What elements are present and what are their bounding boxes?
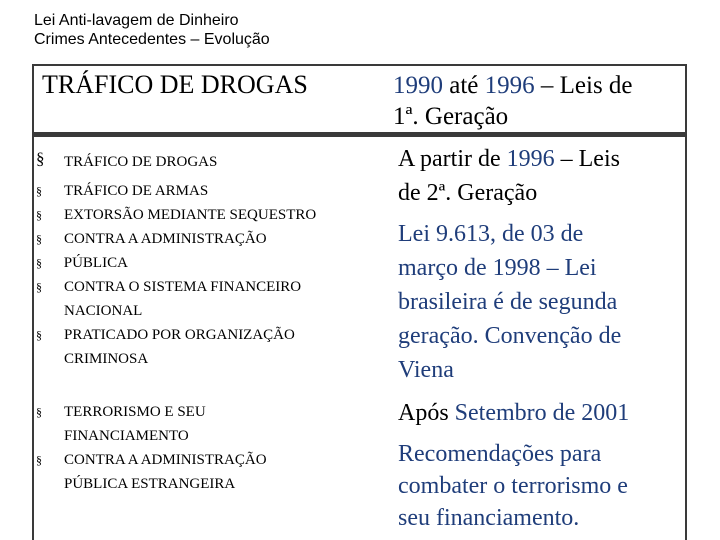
right-column-heading (393, 70, 683, 132)
list-item-text: TRÁFICO DE ARMAS (64, 183, 209, 199)
list-item (36, 179, 381, 203)
law-line: Viena (398, 357, 454, 383)
list-item-text: CONTRA A ADMINISTRAÇÃO (64, 452, 267, 468)
recommendation-line: Recomendações para (398, 441, 602, 467)
year-1996-second: 1996 (506, 146, 555, 172)
list-item-text-continuation: NACIONAL (64, 303, 143, 319)
heading-line2: 1ª. Geração (393, 103, 509, 130)
law-line: brasileira é de segunda (398, 289, 618, 315)
right-block-second-generation (398, 142, 688, 210)
bullet-icon: § (36, 280, 42, 294)
p1-line2: de 2ª. Geração (398, 180, 538, 206)
bullet-icon: § (36, 256, 42, 270)
date-september-2001: Setembro de 2001 (454, 400, 630, 426)
list-item (36, 275, 381, 323)
bullet-icon: § (36, 328, 42, 342)
list-item (36, 251, 381, 275)
list-item-text-continuation: PÚBLICA ESTRANGEIRA (64, 476, 236, 492)
list-item-text: TRÁFICO DE DROGAS (64, 154, 218, 170)
list-item (36, 227, 381, 251)
list-item-text: PRATICADO POR ORGANIZAÇÃO (64, 327, 295, 343)
crimes-list-secondary (36, 400, 381, 496)
bullet-icon: § (36, 184, 42, 198)
bullet-icon: § (36, 405, 42, 419)
list-item-text: CONTRA A ADMINISTRAÇÃO (64, 231, 267, 247)
right-block-law-9613 (398, 217, 688, 387)
law-line: Lei 9.613, de 03 de (398, 221, 584, 247)
heading-text-rest: – Leis de (534, 72, 633, 99)
list-item-text: CONTRA O SISTEMA FINANCEIRO (64, 279, 302, 295)
list-item-text: EXTORSÃO MEDIANTE SEQUESTRO (64, 207, 317, 223)
bullet-icon: § (36, 208, 42, 222)
bullet-icon: § (36, 232, 42, 246)
list-item (36, 203, 381, 227)
recommendation-line: combater o terrorismo e (398, 473, 628, 499)
list-item (36, 448, 381, 496)
header-divider (32, 132, 687, 137)
recommendation-line: seu financiamento. (398, 505, 580, 531)
list-item-text-continuation: CRIMINOSA (64, 351, 149, 367)
list-item (36, 150, 381, 174)
list-item-text: TERRORISMO E SEU (64, 404, 206, 420)
list-item (36, 323, 381, 371)
bullet-icon: § (36, 149, 45, 168)
bullet-icon: § (36, 453, 42, 467)
p1-text: A partir de (398, 146, 507, 172)
law-line: março de 1998 – Lei (398, 255, 597, 281)
right-block-after-2001 (398, 396, 688, 430)
crimes-list-primary (36, 150, 381, 371)
list-item (36, 400, 381, 448)
right-block-recommendations (398, 438, 688, 534)
heading-text-ate: até (443, 72, 485, 99)
header-title-line1: Lei Anti-lavagem de Dinheiro (34, 12, 239, 29)
list-item-text-continuation: FINANCIAMENTO (64, 428, 189, 444)
left-column-title: TRÁFICO DE DROGAS (42, 70, 308, 99)
list-item-text: PÚBLICA (60, 255, 128, 271)
p3-text: Após (398, 400, 455, 426)
header-title-line2: Crimes Antecedentes – Evolução (34, 31, 270, 48)
year-1990: 1990 (393, 72, 443, 99)
p1-text-rest: – Leis (554, 146, 620, 172)
year-1996: 1996 (484, 72, 535, 99)
law-line: geração. Convenção de (398, 323, 622, 349)
